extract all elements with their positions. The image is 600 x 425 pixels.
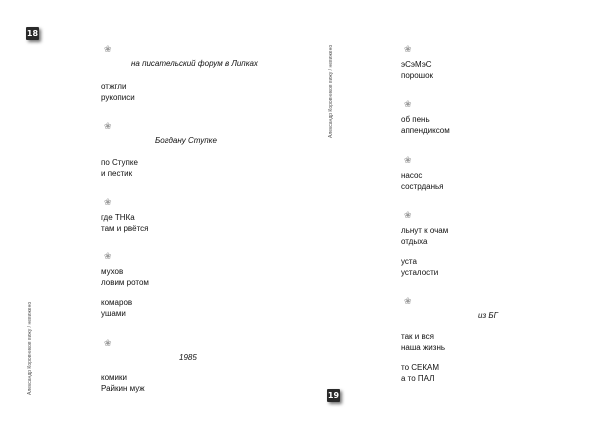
verse-line: по Ступке (101, 158, 138, 167)
stanza (101, 212, 149, 234)
flower-ornament-icon: ❀ (104, 122, 112, 132)
verse-line: и пестик (101, 169, 133, 178)
verse-line: отжгли (101, 82, 127, 91)
stanza (101, 81, 135, 103)
stanza (101, 297, 132, 319)
verse-line: льнут к очам (401, 226, 449, 235)
stanza (401, 331, 445, 353)
verse-line: комаров (101, 298, 133, 307)
flower-ornament-icon: ❀ (104, 252, 112, 262)
verse-line: сострданья (401, 182, 444, 191)
flower-ornament-icon: ❀ (104, 339, 112, 349)
stanza (101, 266, 149, 288)
verse-line: мухов (101, 267, 124, 276)
right-page (300, 0, 600, 425)
dedication: на писательский форум в Липках (131, 59, 258, 68)
verse-line: уста (401, 257, 417, 266)
flower-ornament-icon: ❀ (104, 45, 112, 55)
running-head: Александр Коровников вижу / невижено (27, 301, 33, 395)
verse-line: об пень (401, 115, 430, 124)
dedication: 1985 (179, 353, 197, 362)
verse-line: усталости (401, 268, 439, 277)
flower-ornament-icon: ❀ (404, 100, 412, 110)
stanza (401, 170, 444, 192)
stanza (401, 225, 448, 247)
verse-line: то СЕКАМ (401, 363, 440, 372)
verse-line: наша жизнь (401, 343, 446, 352)
verse-line: где ТНКа (101, 213, 135, 222)
stanza (101, 157, 138, 179)
flower-ornament-icon: ❀ (404, 297, 412, 307)
verse-line: ушами (101, 309, 126, 318)
page-number: 19 (327, 391, 340, 400)
dedication: Богдану Ступке (155, 136, 217, 145)
verse-line: Райкин муж (101, 384, 145, 393)
stanza (401, 362, 439, 384)
dedication: из БГ (478, 311, 498, 320)
verse-line: там и рвётся (101, 224, 149, 233)
verse-line: аппендиксом (401, 126, 450, 135)
verse-line: ловим ротом (101, 278, 149, 287)
flower-ornament-icon: ❀ (404, 156, 412, 166)
flower-ornament-icon: ❀ (104, 198, 112, 208)
verse-line: эСэМэС (401, 60, 432, 69)
stanza (401, 59, 433, 81)
stanza (401, 114, 450, 136)
flower-ornament-icon: ❀ (404, 45, 412, 55)
verse-line: рукописи (101, 93, 135, 102)
stanza (401, 256, 438, 278)
verse-line: так и вся (401, 332, 434, 341)
verse-line: отдыха (401, 237, 428, 246)
verse-line: комики (101, 373, 127, 382)
verse-line: а то ПАЛ (401, 374, 435, 383)
running-head: Александр Коровников вижу / невижено (328, 44, 334, 138)
verse-line: порошок (401, 71, 434, 80)
page-number: 18 (26, 29, 39, 38)
verse-line: насос (401, 171, 423, 180)
flower-ornament-icon: ❀ (404, 211, 412, 221)
stanza (101, 372, 145, 394)
